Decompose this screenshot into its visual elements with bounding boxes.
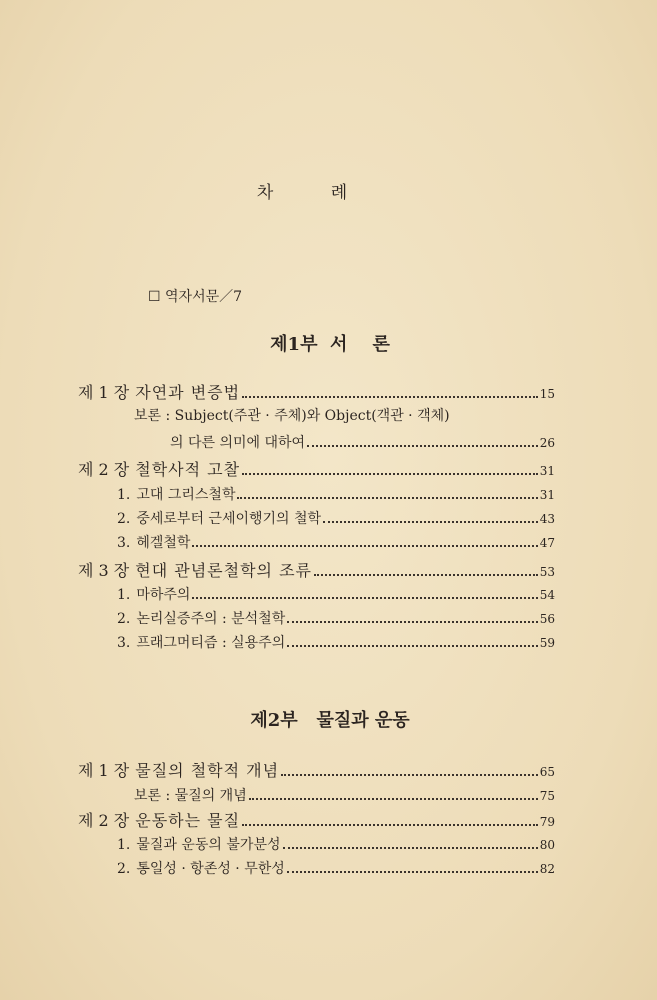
- entry-label: 마하주의: [136, 587, 191, 603]
- chapter-number: 제 2 장: [78, 811, 130, 830]
- preface-label: 역자서문／7: [165, 289, 243, 305]
- entry-label: 통일성 · 항존성 · 무한성: [136, 861, 285, 877]
- entry-label: 논리실증주의 : 분석철학: [136, 611, 286, 627]
- part-1-title: 제1부 서 론: [270, 334, 390, 355]
- toc-section: [117, 584, 555, 606]
- dot-leader: [314, 574, 538, 576]
- entry-label: 물질의 철학적 개념: [135, 761, 280, 780]
- dot-leader: [307, 445, 538, 447]
- toc-appendix: 보론 : Subject(주관 · 주체)와 Object(객관 · 객체): [134, 408, 450, 424]
- section-number: 2.: [117, 861, 131, 877]
- toc-appendix: [134, 785, 555, 807]
- page-number: 26: [539, 436, 555, 450]
- toc-chapter: [78, 808, 555, 830]
- dot-leader: [283, 847, 538, 849]
- page-number: 54: [539, 588, 555, 602]
- page-number: 53: [539, 565, 555, 579]
- toc-section: [117, 858, 555, 880]
- page-number: 75: [539, 789, 555, 803]
- chapter-number: 제 1 장: [78, 383, 130, 402]
- chapter-number: 제 1 장: [78, 761, 130, 780]
- entry-label: 의 다른 의미에 대하여: [170, 435, 306, 451]
- checkbox-square-icon: ☐: [148, 289, 161, 305]
- entry-label: 자연과 변증법: [135, 383, 241, 402]
- dot-leader: [287, 621, 538, 623]
- toc-section: [117, 484, 555, 506]
- section-number: 2.: [117, 511, 131, 527]
- page-number: 65: [539, 765, 555, 779]
- toc-section: [117, 532, 555, 554]
- chapter-number: 제 3 장: [78, 561, 130, 580]
- section-number: 3.: [117, 535, 131, 551]
- toc-chapter: [78, 558, 555, 580]
- page-number: 59: [539, 636, 555, 650]
- dot-leader: [242, 473, 538, 475]
- toc-chapter: [78, 457, 555, 479]
- dot-leader: [192, 597, 537, 599]
- dot-leader: [242, 824, 538, 826]
- toc-section: [117, 608, 555, 630]
- section-number: 1.: [117, 837, 131, 853]
- toc-chapter: [78, 380, 555, 402]
- entry-label: 헤겔철학: [136, 535, 191, 551]
- entry-label: 현대 관념론철학의 조류: [135, 561, 312, 580]
- entry-label: 프래그머티즘 : 실용주의: [136, 635, 286, 651]
- page-number: 43: [539, 512, 555, 526]
- entry-label: 철학사적 고찰: [135, 460, 241, 479]
- section-number: 3.: [117, 635, 131, 651]
- entry-label: 중세로부터 근세이행기의 철학: [136, 511, 322, 527]
- toc-section: [117, 508, 555, 530]
- part-2-title: 제2부 물질과 운동: [250, 710, 410, 731]
- dot-leader: [287, 871, 538, 873]
- entry-label: 운동하는 물질: [135, 811, 241, 830]
- page-number: 31: [539, 488, 555, 502]
- dot-leader: [287, 645, 538, 647]
- section-number: 1.: [117, 587, 131, 603]
- dot-leader: [281, 774, 538, 776]
- page-number: 82: [539, 862, 555, 876]
- entry-label: 물질과 운동의 불가분성: [136, 837, 281, 853]
- toc-chapter: [78, 758, 555, 780]
- page-number: 56: [539, 612, 555, 626]
- page-number: 47: [539, 536, 555, 550]
- toc-section: [117, 834, 555, 856]
- dot-leader: [323, 521, 538, 523]
- page-number: 31: [539, 464, 555, 478]
- page-number: 15: [539, 387, 555, 401]
- dot-leader: [242, 396, 538, 398]
- section-number: 2.: [117, 611, 131, 627]
- section-number: 1.: [117, 487, 131, 503]
- preface-entry: [148, 286, 242, 306]
- entry-label: 고대 그리스철학: [136, 487, 236, 503]
- dot-leader: [249, 798, 538, 800]
- page-number: 79: [539, 815, 555, 829]
- page-number: 80: [539, 838, 555, 852]
- dot-leader: [192, 545, 537, 547]
- toc-title: 차 례: [256, 183, 374, 203]
- chapter-number: 제 2 장: [78, 460, 130, 479]
- dot-leader: [237, 497, 537, 499]
- toc-section: [117, 632, 555, 654]
- entry-label: 보론 : 물질의 개념: [134, 788, 247, 804]
- toc-appendix-cont: [170, 432, 555, 454]
